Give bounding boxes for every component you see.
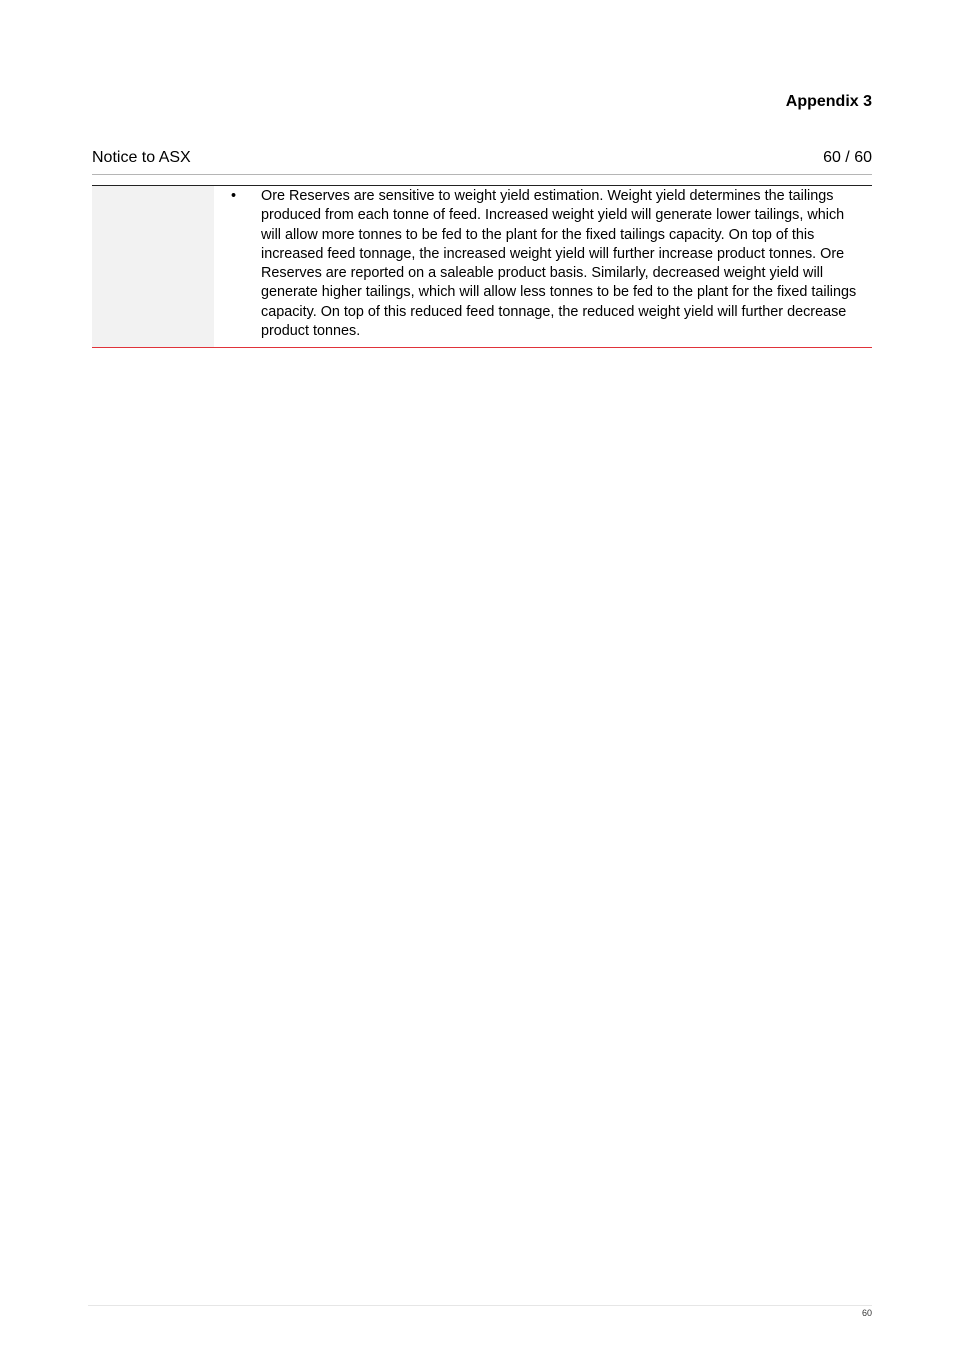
header-page-count: 60 / 60: [823, 149, 872, 166]
table-left-cell: [92, 186, 214, 347]
footer-page-number: 60: [861, 1308, 872, 1318]
list-item: [214, 187, 872, 341]
header-document-name: Notice to ASX: [92, 149, 191, 166]
document-header: [92, 148, 872, 175]
table-right-cell: [214, 186, 872, 347]
content-table: [92, 185, 872, 348]
bullet-icon: •: [231, 188, 237, 204]
appendix-title: Appendix 3: [785, 93, 872, 110]
bullet-text: Ore Reserves are sensitive to weight yield estimation. Weight yield determines the tailings produced from each tonne of feed. Increased weight yield will generate lower tailings, which will allow more tonnes to be fed to the plant for the fixed tailings capacity. On top of this increased feed tonnage, the increased weight yield will further increase product tonnes. Ore Reserves are reported on a saleable product basis. Similarly, decreased weight yield will generate higher tailings, which will allow less tonnes to be fed to the plant for the fixed tailings capacity. On top of this reduced feed tonnage, the reduced weight yield will further decrease product tonnes.: [261, 188, 857, 340]
footer-divider: [88, 1305, 872, 1306]
